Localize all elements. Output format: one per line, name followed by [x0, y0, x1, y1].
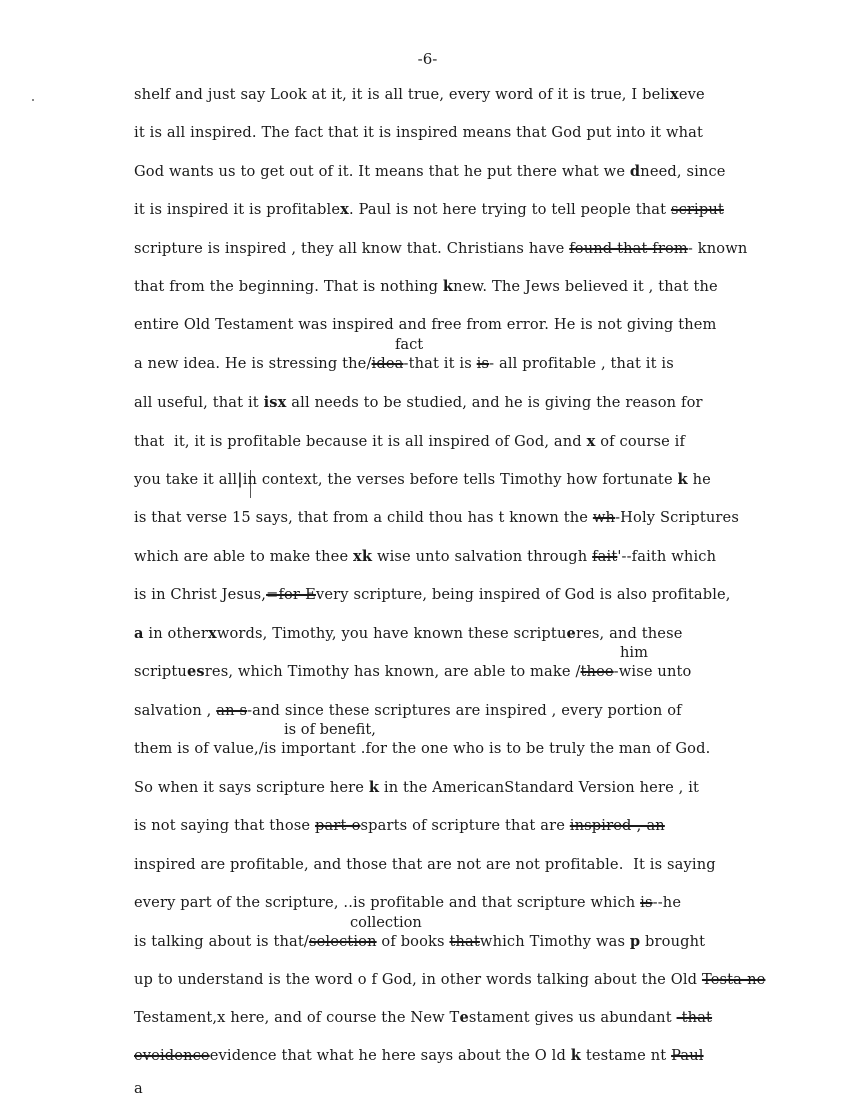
text-line — [134, 86, 705, 104]
text-line — [134, 240, 747, 258]
text-segment: all useful, that it — [134, 394, 264, 411]
text-segment: . Paul is not here trying to tell people that — [349, 201, 671, 218]
text-segment: of books — [376, 933, 450, 950]
text-segment: which are able to make thee — [134, 548, 354, 565]
text-segment: new. The Jews believed it , that the — [453, 278, 718, 295]
overtyped-text: isx — [263, 394, 287, 411]
text-segment: brought — [640, 933, 706, 950]
text-segment: you take it all — [134, 471, 238, 488]
text-segment: that from the beginning. That is nothing — [134, 278, 443, 295]
text-line — [134, 817, 665, 835]
text-line — [134, 1080, 143, 1098]
text-line — [134, 586, 731, 604]
text-segment: testame nt — [581, 1047, 672, 1064]
struck-text: selection — [308, 933, 377, 950]
overtyped-text: e — [566, 625, 576, 642]
text-line — [134, 394, 703, 412]
text-line — [134, 548, 716, 566]
text-segment: a new idea. He is stressing the/ — [134, 355, 372, 372]
text-segment: -Holy Scriptures — [615, 509, 739, 526]
struck-text: is — [476, 355, 490, 372]
struck-text: scriput — [670, 201, 724, 218]
overtyped-text: d — [629, 163, 641, 180]
struck-text: idea — [371, 355, 404, 372]
text-segment: salvation , — [134, 702, 217, 719]
text-segment: stament gives us abundant — [468, 1009, 677, 1026]
struck-text: inspired-,-an — [569, 817, 665, 834]
overtyped-text: xk — [353, 548, 373, 565]
text-segment: - all profitable , that it is — [489, 355, 674, 372]
text-line — [134, 124, 703, 142]
overtyped-text: es — [186, 663, 205, 680]
text-segment: Testament,x here, and of course the New T — [134, 1009, 460, 1026]
overtyped-text: x — [207, 625, 217, 642]
text-line — [134, 933, 705, 951]
text-segment: - known — [687, 240, 748, 257]
struck-text: Testa-ne — [701, 971, 766, 988]
text-line — [134, 433, 685, 451]
text-segment: in the AmericanStandard Version here , it — [379, 779, 700, 796]
text-line — [134, 779, 699, 797]
text-segment: shelf and just say Look at it, it is all true, every word of it is true, I beli — [134, 86, 670, 103]
text-segment: it is all inspired. The fact that it is inspired means that God put into it what — [134, 124, 704, 141]
text-line — [134, 278, 718, 296]
text-segment: he — [687, 471, 711, 488]
text-line — [134, 740, 710, 758]
overtyped-text: x — [586, 433, 596, 450]
text-line — [134, 894, 681, 912]
text-line — [134, 702, 682, 720]
text-line — [134, 856, 716, 874]
text-line — [134, 663, 691, 681]
overtyped-text: k — [677, 471, 688, 488]
text-segment: is that verse 15 says, that from a child thou has t known the — [134, 509, 593, 526]
struck-text: found that from — [569, 240, 688, 257]
interlinear-insertion: is of benefit, — [284, 721, 376, 738]
text-segment: res, and these — [575, 625, 683, 642]
text-line — [134, 471, 711, 489]
text-line — [134, 1047, 704, 1065]
overtyped-text: k — [570, 1047, 582, 1064]
text-segment: them is of value,/is important .for the one who is to be truly the man of God. — [134, 740, 711, 757]
text-segment: it is inspired it is profitable — [134, 201, 341, 218]
text-segment: evidence that what he here says about the O ld — [209, 1047, 571, 1064]
text-segment: -wise unto — [613, 663, 692, 680]
text-segment: wise unto salvation through — [372, 548, 593, 565]
struck-text: thee — [580, 663, 614, 680]
struck-text: part-o — [315, 817, 361, 834]
text-segment: which Timothy was — [479, 933, 630, 950]
text-segment: inspired are profitable, and those that are not are not profitable. It is saying — [134, 856, 716, 873]
text-line — [134, 509, 739, 527]
margin-mark — [32, 99, 34, 101]
text-line — [134, 1009, 712, 1027]
interlinear-insertion: collection — [350, 914, 422, 931]
struck-text: fait — [592, 548, 618, 565]
interlinear-insertion: him — [620, 644, 648, 661]
overtyped-text: e — [459, 1009, 469, 1026]
overtyped-text: | — [237, 471, 243, 488]
overtyped-text: a — [134, 625, 144, 642]
struck-text: that — [449, 933, 480, 950]
text-segment: --he — [652, 894, 682, 911]
struck-text: an s — [216, 702, 248, 719]
text-line — [134, 625, 683, 643]
struck-text: -that — [676, 1009, 713, 1026]
text-segment: -that it is — [403, 355, 477, 372]
text-segment: up to understand is the word o f God, in other words talking about the Old — [134, 971, 702, 988]
struck-text: is — [640, 894, 653, 911]
text-line — [134, 316, 717, 334]
text-line — [134, 971, 765, 989]
text-segment: eve — [678, 86, 705, 103]
overtyped-text: x — [340, 201, 349, 218]
text-segment: scriptu — [134, 663, 187, 680]
text-segment: a — [134, 1080, 143, 1097]
overtyped-text: x — [670, 86, 679, 103]
struck-text: Paul — [671, 1047, 704, 1064]
text-segment: is talking about is that/ — [134, 933, 309, 950]
text-segment: words, Timothy, you have known these scriptu — [216, 625, 567, 642]
text-line — [134, 355, 674, 373]
overtyped-text: k — [368, 779, 380, 796]
text-segment: in other — [143, 625, 208, 642]
overtyped-text: k — [442, 278, 454, 295]
text-segment: '--faith which — [617, 548, 717, 565]
text-segment: very scripture, being inspired of God is also profitable, — [315, 586, 731, 603]
text-segment: all needs to be studied, and he is giving the reason for — [286, 394, 703, 411]
text-segment: is in Christ Jesus, — [134, 586, 267, 603]
overtyped-text: p — [629, 933, 641, 950]
page-number: -6- — [417, 50, 438, 68]
text-segment: of course if — [595, 433, 686, 450]
text-segment: every part of the scripture, ..is profitable and that scripture which — [134, 894, 641, 911]
text-line — [134, 163, 726, 181]
text-segment: is not saying that those — [134, 817, 315, 834]
text-segment: in context, the verses before tells Timothy how fortunate — [242, 471, 678, 488]
text-segment: entire Old Testament was inspired and free from error. He is not giving them — [134, 316, 717, 333]
text-segment: -and since these scriptures are inspired , every portion of — [247, 702, 682, 719]
text-segment: sparts of scripture that are — [360, 817, 570, 834]
text-segment: that it, it is profitable because it is all inspired of God, and — [134, 433, 587, 450]
struck-text: eveidence — [134, 1047, 210, 1064]
interlinear-insertion: fact — [395, 336, 424, 353]
text-segment: God wants us to get out of it. It means that he put there what we — [134, 163, 630, 180]
struck-text: wh — [592, 509, 616, 526]
text-segment: res, which Timothy has known, are able to make / — [204, 663, 581, 680]
text-segment: need, since — [640, 163, 726, 180]
text-line — [134, 201, 724, 219]
text-segment: So when it says scripture here — [134, 779, 369, 796]
struck-text: =for-E — [266, 586, 316, 603]
text-segment: scripture is inspired , they all know that. Christians have — [134, 240, 570, 257]
